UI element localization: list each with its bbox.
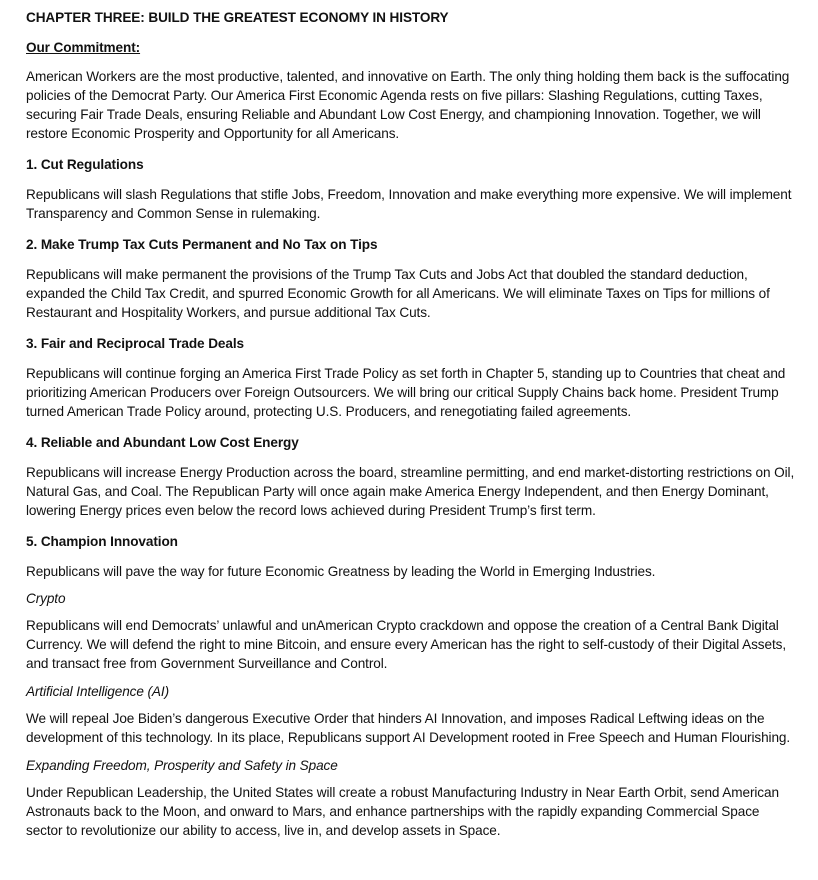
subsection-paragraph-space: Under Republican Leadership, the United States will create a robust Manufacturing Industry in Near Earth Orbit, send American Astronauts back to the Moon, and onward to Mars, and enhance partnerships with the rapidly expanding Commercial Space sector to revolutionize our ability to access, live in, and develop assets in Space. [26, 785, 779, 838]
commitment-heading: Our Commitment: [26, 40, 141, 55]
section-paragraph-cut-regulations: Republicans will slash Regulations that stifle Jobs, Freedom, Innovation and make everything more expensive. We will implement Transparency and Common Sense in rulemaking. [26, 187, 792, 221]
commitment-paragraph: American Workers are the most productive, talented, and innovative on Earth. The only thing holding them back is the suffocating policies of the Democrat Party. Our America First Economic Agenda rests on five pillars: Slashing Regulations, cutting Taxes, securing Fair Trade Deals, ensuring Reliable and Abundant Low Cost Energy, and championing Innovation. Together, we will restore Economic Prosperity and Opportunity for all Americans. [26, 69, 790, 141]
section-heading-energy: 4. Reliable and Abundant Low Cost Energy [26, 435, 299, 450]
section-paragraph-trade-deals: Republicans will continue forging an America First Trade Policy as set forth in Chapter 5, standing up to Countries that cheat and prioritizing American Producers over Foreign Outsourcers. We will bring our critical Supply Chains back home. President Trump turned American Trade Policy around, protecting U.S. Producers, and renegotiating failed agreements. [26, 366, 786, 419]
section-paragraph-energy: Republicans will increase Energy Production across the board, streamline permitting, and end market-distorting restrictions on Oil, Natural Gas, and Coal. The Republican Party will once again make America Energy Independent, and then Energy Dominant, lowering Energy prices even below the record lows achieved during President Trump’s first term. [26, 465, 795, 518]
subsection-paragraph-crypto: Republicans will end Democrats’ unlawful and unAmerican Crypto crackdown and oppose the creation of a Central Bank Digital Currency. We will defend the right to mine Bitcoin, and ensure every American has the right to self-custody of their Digital Assets, and transact free from Government Surveillance and Control. [26, 618, 786, 671]
chapter-title: CHAPTER THREE: BUILD THE GREATEST ECONOMY IN HISTORY [26, 10, 449, 25]
section-paragraph-tax-cuts: Republicans will make permanent the provisions of the Trump Tax Cuts and Jobs Act that doubled the standard deduction, expanded the Child Tax Credit, and spurred Economic Growth for all Americans. We will eliminate Taxes on Tips for millions of Restaurant and Hospitality Workers, and pursue additional Tax Cuts. [26, 267, 770, 320]
section-heading-trade-deals: 3. Fair and Reciprocal Trade Deals [26, 336, 244, 351]
subsection-heading-space: Expanding Freedom, Prosperity and Safety in Space [26, 758, 338, 773]
subsection-paragraph-ai: We will repeal Joe Biden’s dangerous Executive Order that hinders AI Innovation, and imposes Radical Leftwing ideas on the development of this technology. In its place, Republicans support AI Development rooted in Free Speech and Human Flourishing. [26, 711, 791, 745]
section-heading-cut-regulations: 1. Cut Regulations [26, 157, 144, 172]
section-heading-tax-cuts: 2. Make Trump Tax Cuts Permanent and No Tax on Tips [26, 237, 378, 252]
subsection-heading-ai: Artificial Intelligence (AI) [26, 684, 170, 699]
section-paragraph-innovation: Republicans will pave the way for future Economic Greatness by leading the World in Emerging Industries. [26, 564, 656, 579]
subsection-heading-crypto: Crypto [26, 591, 66, 606]
section-heading-innovation: 5. Champion Innovation [26, 534, 178, 549]
